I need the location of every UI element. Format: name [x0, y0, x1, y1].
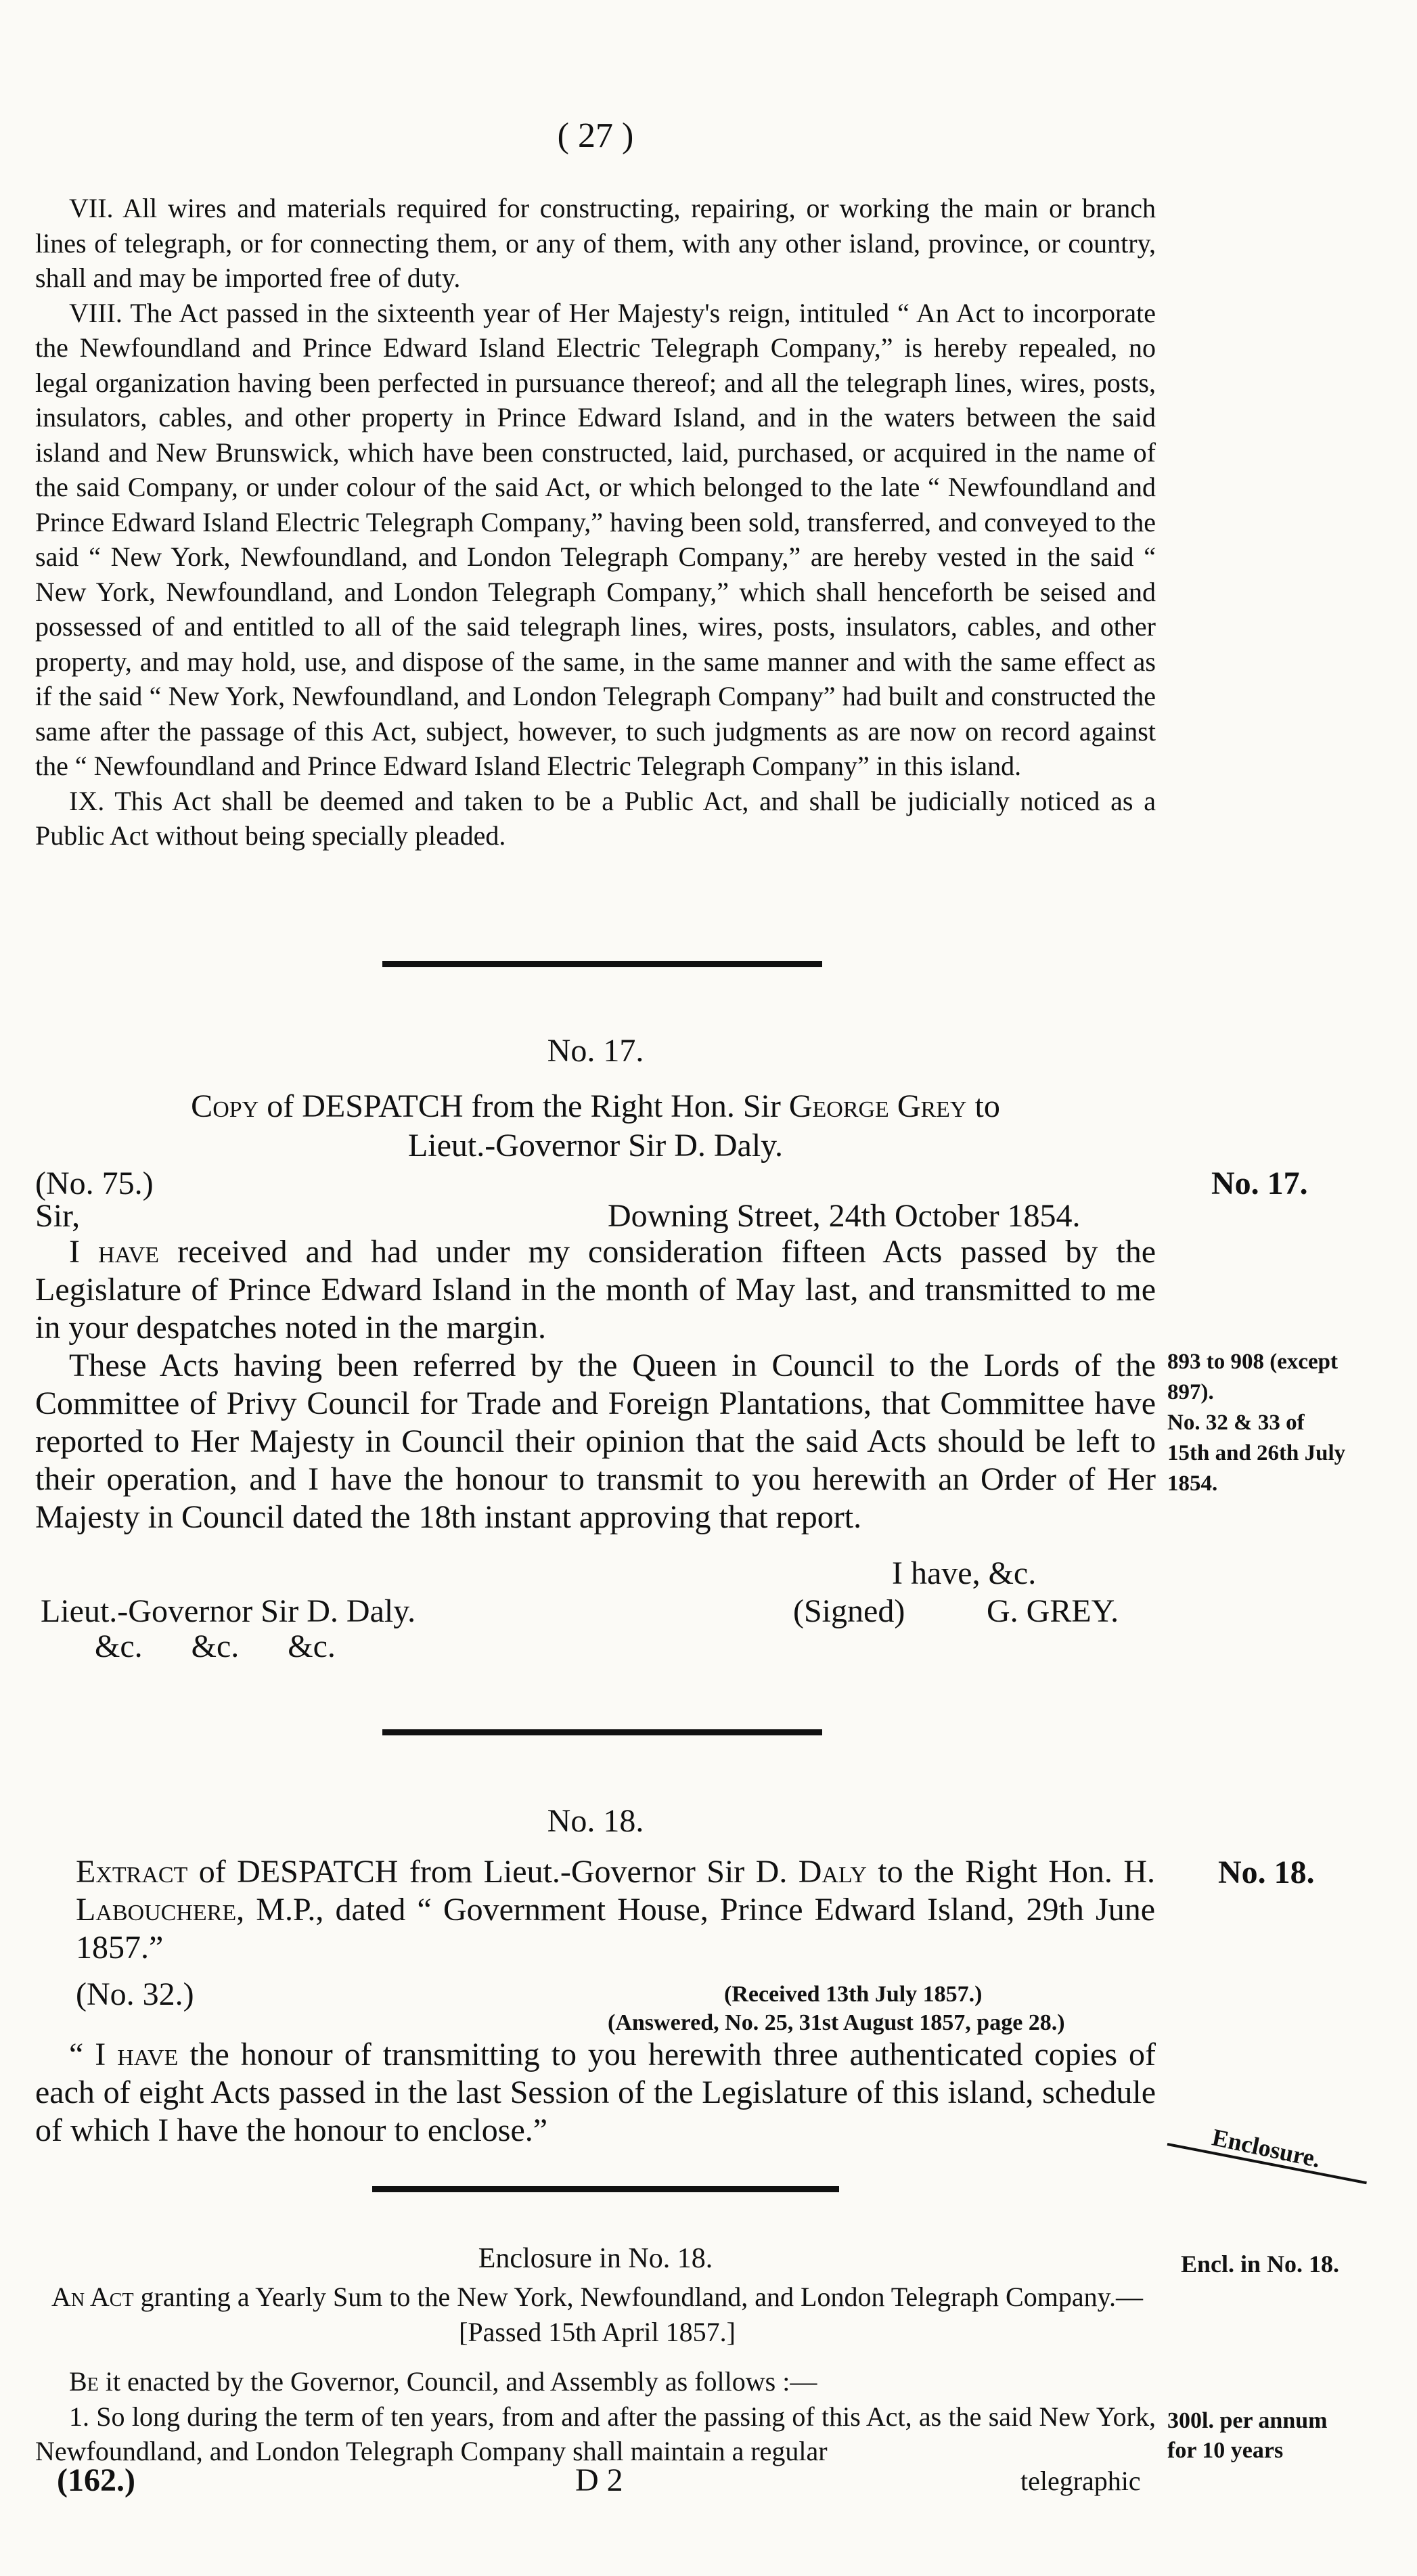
no17-title-part2: to — [966, 1088, 1000, 1124]
no18-title-part1: of DESPATCH from Lieut.-Governor Sir D. — [187, 1854, 799, 1890]
no17-addressee-etc: &c. &c. &c. — [95, 1628, 336, 1664]
no17-margin-line: No. 32 & 33 of — [1167, 1411, 1305, 1435]
enclosure-enacted-lead: Be — [69, 2366, 99, 2397]
no17-addressee: Lieut.-Governor Sir D. Daly. — [41, 1593, 416, 1629]
enclosure-act-text: granting a Yearly Sum to the New York, Newfoundland, and London Telegraph Company.—[Passed 15th April 1857.] — [133, 2282, 1144, 2347]
print-number: (162.) — [57, 2462, 135, 2498]
no18-title — [76, 1853, 1155, 1967]
no18-body-lead: “ I have — [69, 2037, 179, 2072]
page-number: ( 27 ) — [557, 116, 634, 155]
no17-title-lead: Copy — [191, 1088, 259, 1124]
no18-body — [35, 2036, 1156, 2150]
act-section-ix: IX. This Act shall be deemed and taken to be a Public Act, and shall be judicially noticed as a Public Act without being specially pleaded. — [35, 785, 1156, 851]
section-rule — [372, 2186, 839, 2192]
no17-closing: I have, &c. — [892, 1555, 1037, 1591]
no18-title-part3: , M.P., dated “ Government House, Prince Edward Island, 29th June 1857.” — [76, 1892, 1155, 1966]
no17-salutation: Sir, — [35, 1198, 81, 1234]
act-section-vii: VII. All wires and materials required for constructing, repairing, or working the main or branch lines of telegraph, or for connecting them, or any of them, with any other island, province, or country, shall and may be imported free of duty. — [35, 193, 1156, 293]
no17-margin-number: No. 17. — [1211, 1165, 1308, 1201]
enclosure-margin-line: for 10 years — [1167, 2438, 1284, 2463]
no17-margin-line: 15th and 26th July — [1167, 1441, 1346, 1465]
no18-answered: (Answered, No. 25, 31st August 1857, page 28.) — [608, 2010, 1065, 2035]
no17-place-date: Downing Street, 24th October 1854. — [608, 1198, 1081, 1234]
enclosure-heading: Enclosure in No. 18. — [478, 2243, 713, 2274]
act-section-viii: VIII. The Act passed in the sixteenth year of Her Majesty's reign, intituled “ An Act to incorporate the Newfoundland and Prince Edward Island Electric Telegraph Company,” is hereby repealed, no legal organization having been perfected in pursuance thereof; and all the telegraph lines, wires, posts, insulators, cables, and other property in Prince Edward Island, and in the waters between the said island and New Brunswick, which have been constructed, laid, purchased, or acquired in the name of the said Company, or under colour of the said Act, or which belonged to the late “ Newfoundland and Prince Edward Island Electric Telegraph Company,” having been sold, transferred, and conveyed to the said “ New York, Newfoundland, and London Telegraph Company,” are hereby vested in the said “ New York, Newfoundland, and London Telegraph Company,” which shall henceforth be seised and possessed of and entitled to all of the said telegraph lines, wires, posts, insulators, cables, and other property, and may hold, use, and dispose of the same, in the same manner and with the same effect as if the said “ New York, Newfoundland, and London Telegraph Company” had built and constructed the same after the passage of this Act, subject, however, to such judgments as are now on record against the “ Newfoundland and Prince Edward Island Electric Telegraph Company” in this island. — [35, 297, 1156, 781]
no17-signed-label: (Signed) — [793, 1593, 905, 1629]
no18-title-part2: to the Right Hon. H. — [866, 1854, 1155, 1890]
enclosure-margin: Encl. in No. 18. — [1181, 2250, 1340, 2278]
no17-heading: No. 17. — [547, 1033, 644, 1069]
no17-title-part1: of DESPATCH from the Right Hon. Sir — [258, 1088, 789, 1124]
no17-margin-line: 1854. — [1167, 1471, 1218, 1496]
enclosure-act-title — [41, 2280, 1154, 2349]
no17-title-line2: Lieut.-Governor Sir D. Daly. — [407, 1128, 784, 1163]
no17-title-name: George Grey — [788, 1088, 967, 1124]
no17-para1-text: received and had under my consideration fifteen Acts passed by the Legislature of Prince Edward Island in the month of May last, and transmitted to me in your despatches noted in the margin. — [35, 1234, 1156, 1346]
no17-margin-line: 893 to 908 (except — [1167, 1350, 1339, 1374]
no18-margin-number: No. 18. — [1218, 1855, 1315, 1890]
enclosure-enacted-text: it enacted by the Governor, Council, and Assembly as follows :— — [98, 2366, 817, 2397]
enclosure-stamp: Enclosure. — [1209, 2123, 1323, 2173]
no17-para1-lead: I have — [69, 1234, 160, 1270]
no17-body — [35, 1233, 1156, 1536]
signature-mark: D 2 — [575, 2462, 623, 2498]
no17-margin-line: 897). — [1167, 1380, 1214, 1404]
no18-heading: No. 18. — [547, 1803, 644, 1839]
enclosure-act-lead: An Act — [51, 2282, 134, 2312]
no17-paragraph-1 — [35, 1233, 1156, 1347]
no18-ref: (No. 32.) — [76, 1976, 194, 2012]
no18-received: (Received 13th July 1857.) — [724, 1982, 983, 2007]
enclosure-enacting-clause — [35, 2364, 1156, 2399]
no17-ref: (No. 75.) — [35, 1165, 154, 1201]
no18-title-name2: Labouchere — [76, 1892, 237, 1928]
no18-body-text: the honour of transmitting to you herewith three authenticated copies of each of eight Acts passed in the last Session of the Legislature of this island, schedule of which I have the honour to enclose.” — [35, 2037, 1156, 2148]
enclosure-margin-line: 300l. per annum — [1167, 2408, 1328, 2433]
no17-margin-note — [1167, 1347, 1345, 1499]
no17-title — [81, 1087, 1110, 1165]
section-rule — [382, 961, 822, 967]
catchword: telegraphic — [1020, 2466, 1141, 2496]
section-rule — [382, 1729, 822, 1735]
enclosure-body — [35, 2364, 1156, 2469]
no18-title-lead: Extract — [76, 1854, 188, 1890]
no18-paragraph — [35, 2036, 1156, 2150]
act-sections — [35, 191, 1156, 853]
enclosure-clause-1: 1. So long during the term of ten years, from and after the passing of this Act, as the said New York, Newfoundland, and London Telegraph Company shall maintain a regular — [35, 2401, 1156, 2466]
no17-paragraph-2: These Acts having been referred by the Queen in Council to the Lords of the Committee of Privy Council for Trade and Foreign Plantations, that Committee have reported to Her Majesty in Council their opinion that the said Acts should be left to their operation, and I have the honour to transmit to you herewith an Order of Her Majesty in Council dated the 18th instant approving that report. — [35, 1348, 1156, 1535]
no18-title-name1: Daly — [798, 1854, 867, 1890]
enclosure-margin-note — [1167, 2406, 1327, 2466]
no17-signature: G. GREY. — [987, 1593, 1119, 1629]
